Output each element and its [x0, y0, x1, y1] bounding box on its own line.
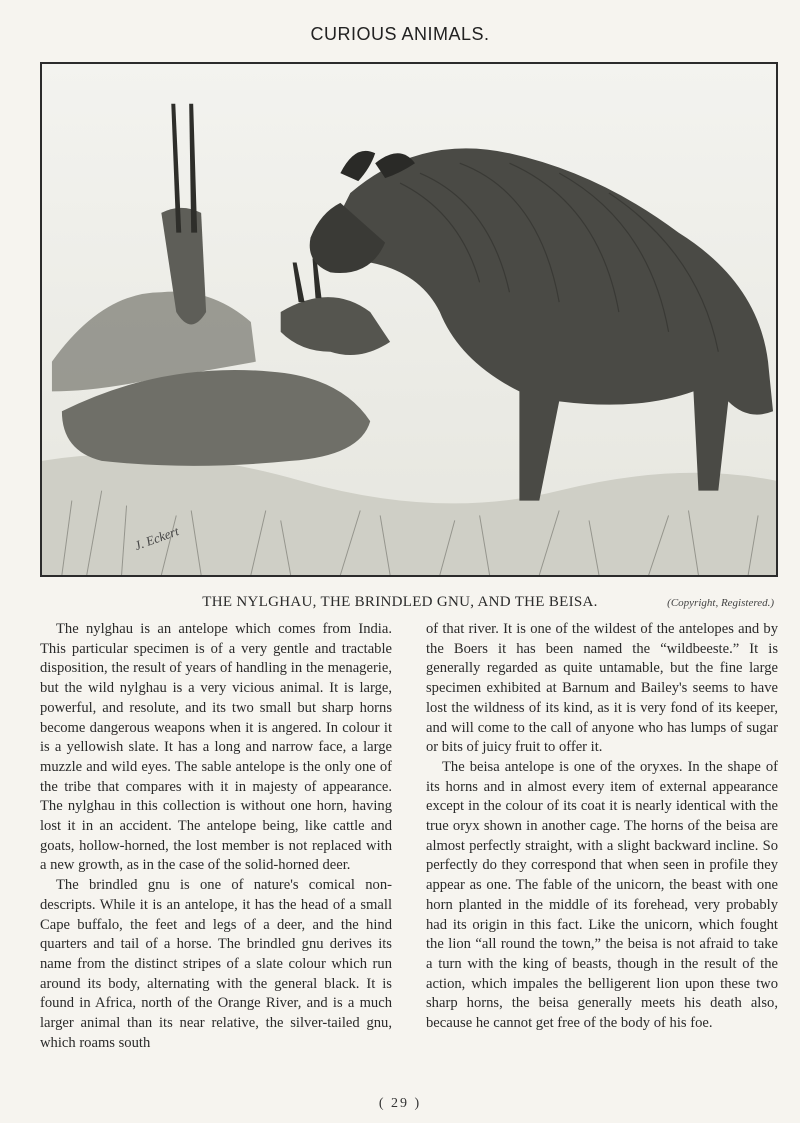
paragraph-gnu-continued: of that river. It is one of the wildest of the antelopes and by the Boers it has been named the “wildbeeste.” It is generally regarded as quite untamable, but the fine large specimen exhibited at Barnum and Bailey's seems to have lost the wildness of its kind, as it is very fond of its keeper, and will come to the call of anyone who has lumps of sugar or bits of juicy fruit to offer it.	[426, 621, 778, 756]
illustration-plate	[40, 62, 778, 577]
paragraph-gnu: The brindled gnu is one of nature's comical non-descripts. While it is an antelope, it has the head of a small Cape buffalo, the feet and legs of a deer, and the hind quarters and tail of a horse. The brindled gnu derives its name from the distinct stripes of a slate colour which run around its body, alternating with the general black. It is found in Africa, north of the Orange River, and is a much larger animal than its near relative, the silver-tailed gnu, which roams south	[40, 877, 392, 1051]
antelope-illustration	[42, 64, 776, 575]
page-number: ( 29 )	[378, 1096, 422, 1111]
plate-caption: THE NYLGHAU, THE BRINDLED GNU, AND THE BEISA.	[202, 594, 598, 610]
right-column	[426, 620, 778, 1034]
paragraph-beisa: The beisa antelope is one of the oryxes. In the shape of its horns and in almost every item of external appearance except in the colour of its coat it is nearly identical with the true oryx shown in another cage. The horns of the beisa are almost perfectly straight, with a slight backward incline. So perfectly do they correspond that when seen in profile they appear as one. The fable of the unicorn, the beast with one horn planted in the middle of its forehead, very probably had its origin in this fact. Like the unicorn, which fought the lion “all round the town,” the beisa is not afraid to take a turn with the king of beasts, though in the result of the action, which impales the belligerent lion upon these two sharp horns, the beisa generally meets his death also, because he cannot get free of the body of his foe.	[426, 758, 778, 1032]
paragraph-nylghau: The nylghau is an antelope which comes from India. This particular specimen is of a very gentle and tractable disposition, the result of years of handling in the menagerie, but the wild nylghau is a very vicious animal. It is large, powerful, and resolute, and its two small but sharp horns become dangerous weapons when it is angered. In colour it is a yellowish slate. It has a long and narrow face, a large muzzle and wild eyes. The sable antelope is the only one of the tribe that compares with it in majesty of appearance. The nylghau in this collection is without one horn, having lost it in an accident. The antelope being, like cattle and goats, hollow-horned, the lost member is not replaced with a new growth, as in the case of the solid-horned deer.	[40, 621, 392, 874]
artist-signature: J. Eckert	[132, 523, 181, 554]
copyright-notice: (Copyright, Registered.)	[667, 597, 774, 609]
running-head: CURIOUS ANIMALS.	[310, 24, 490, 44]
left-column	[40, 620, 392, 1053]
